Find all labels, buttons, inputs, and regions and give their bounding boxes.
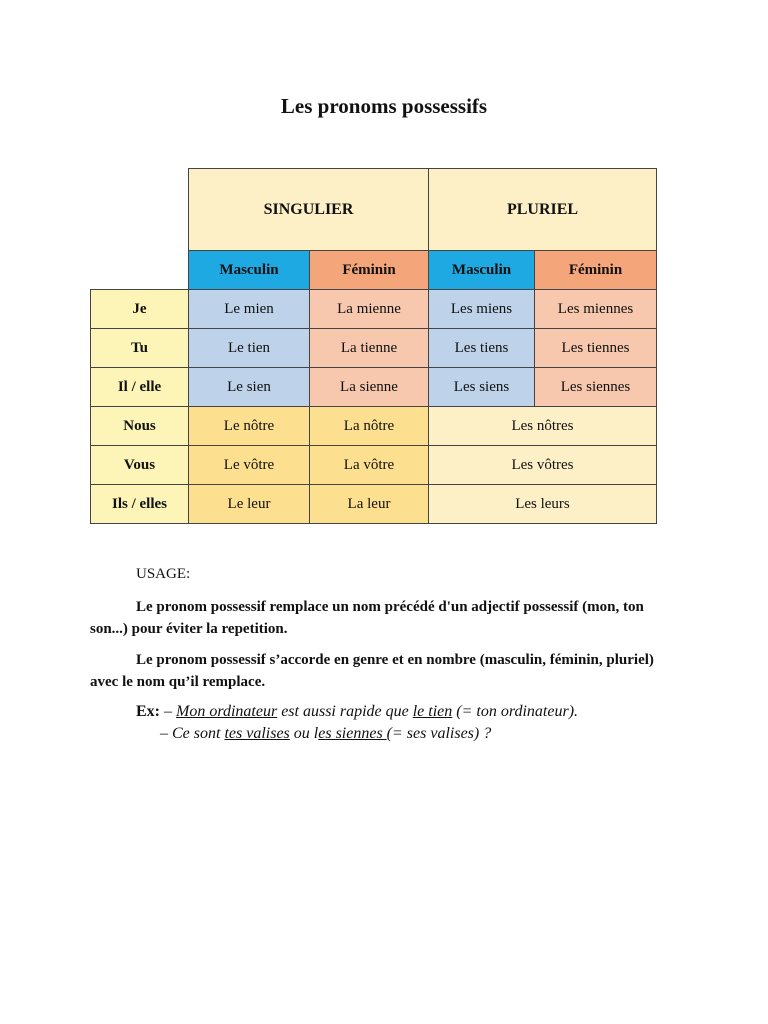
- plural-common-cell: Les vôtres: [429, 446, 657, 485]
- example-1-end: (= ton ordinateur).: [452, 703, 579, 720]
- singular-feminine-cell: La vôtre: [310, 446, 429, 485]
- plural-feminine-cell: Les tiennes: [535, 329, 657, 368]
- singular-feminine-cell: La leur: [310, 485, 429, 524]
- example-2-pronoun: es siennes: [318, 725, 387, 742]
- table-row: [91, 407, 657, 446]
- usage-paragraph-2-text: Le pronom possessif s’accorde en genre et en nombre (masculin, féminin, pluriel) avec le nom qu’il remplace.: [90, 652, 654, 690]
- table-row: [91, 485, 657, 524]
- usage-paragraph-2: [90, 649, 680, 693]
- example-label: Ex:: [136, 703, 160, 720]
- person-cell: Nous: [91, 407, 189, 446]
- person-cell: Il / elle: [91, 368, 189, 407]
- group-header-row: [91, 169, 657, 251]
- singular-masculine-cell: Le mien: [189, 290, 310, 329]
- plural-masculine-cell: Les siens: [429, 368, 535, 407]
- person-cell: Ils / elles: [91, 485, 189, 524]
- example-1-noun: Mon ordinateur: [176, 703, 278, 720]
- example-2-mid: ou l: [289, 725, 319, 742]
- singular-masculine-header: Masculin: [189, 251, 310, 290]
- singular-feminine-cell: La sienne: [310, 368, 429, 407]
- plural-feminine-header: Féminin: [535, 251, 657, 290]
- usage-heading: USAGE:: [136, 566, 191, 582]
- plural-masculine-cell: Les miens: [429, 290, 535, 329]
- example-1-pronoun: le tien: [412, 703, 453, 720]
- singular-header: SINGULIER: [189, 169, 429, 251]
- example-1-dash: –: [160, 703, 176, 720]
- singular-feminine-header: Féminin: [310, 251, 429, 290]
- plural-masculine-header: Masculin: [429, 251, 535, 290]
- example-1-mid: est aussi rapide que: [277, 703, 413, 720]
- example-2-noun: tes valises: [224, 725, 290, 742]
- example-2-end: (= ses valises) ?: [386, 725, 492, 742]
- singular-feminine-cell: La nôtre: [310, 407, 429, 446]
- table-row: [91, 290, 657, 329]
- singular-masculine-cell: Le leur: [189, 485, 310, 524]
- singular-masculine-cell: Le sien: [189, 368, 310, 407]
- possessive-pronoun-table: [90, 168, 657, 524]
- page-title: Les pronoms possessifs: [280, 94, 488, 118]
- person-cell: Vous: [91, 446, 189, 485]
- person-cell: Je: [91, 290, 189, 329]
- singular-masculine-cell: Le nôtre: [189, 407, 310, 446]
- example-line-2: [136, 723, 696, 745]
- usage-paragraph-1: [90, 596, 680, 640]
- singular-feminine-cell: La tienne: [310, 329, 429, 368]
- plural-masculine-cell: Les tiens: [429, 329, 535, 368]
- plural-feminine-cell: Les siennes: [535, 368, 657, 407]
- corner-cell: [91, 169, 189, 290]
- example-line-1: [136, 701, 696, 723]
- usage-paragraph-1-text: Le pronom possessif remplace un nom précédé d'un adjectif possessif (mon, ton son...) pour éviter la repetition.: [90, 599, 644, 637]
- example-2-dash: – Ce sont: [160, 725, 225, 742]
- plural-feminine-cell: Les miennes: [535, 290, 657, 329]
- singular-masculine-cell: Le vôtre: [189, 446, 310, 485]
- singular-masculine-cell: Le tien: [189, 329, 310, 368]
- table-row: [91, 446, 657, 485]
- plural-header: PLURIEL: [429, 169, 657, 251]
- table-row: [91, 329, 657, 368]
- singular-feminine-cell: La mienne: [310, 290, 429, 329]
- person-cell: Tu: [91, 329, 189, 368]
- table-row: [91, 368, 657, 407]
- examples-block: [136, 701, 696, 745]
- plural-common-cell: Les nôtres: [429, 407, 657, 446]
- plural-common-cell: Les leurs: [429, 485, 657, 524]
